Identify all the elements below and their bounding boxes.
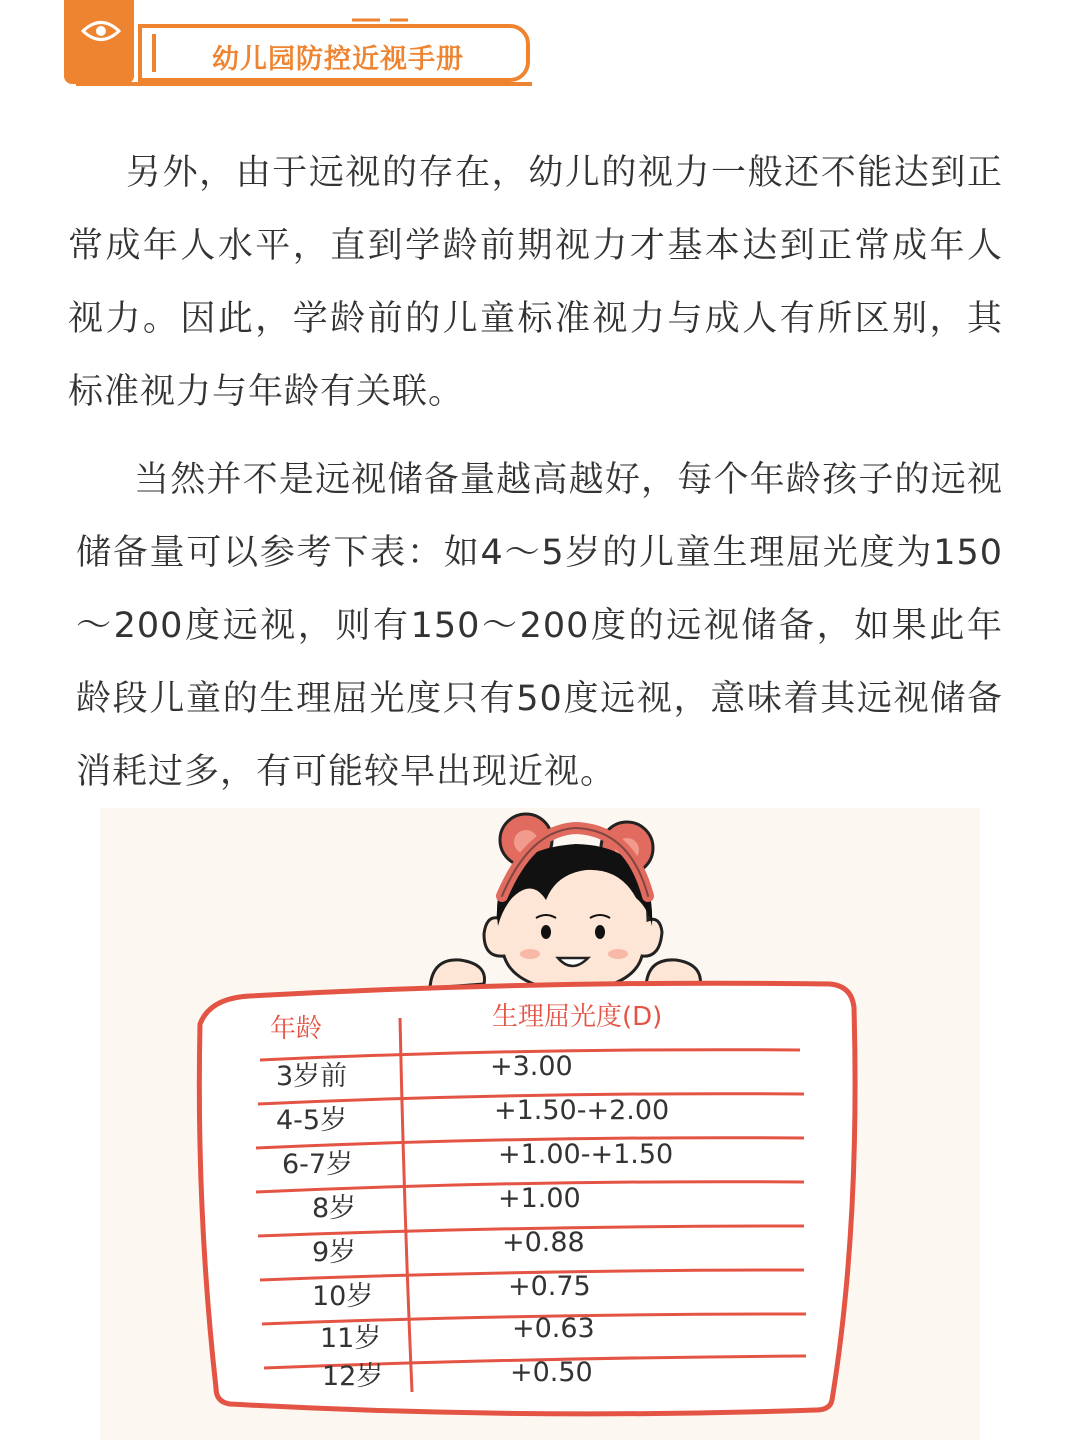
table-row-age: 9岁 (312, 1237, 357, 1268)
table-header-refraction: 生理屈光度(D) (492, 1002, 663, 1032)
table-row-age: 12岁 (322, 1361, 384, 1392)
table-row-value: +1.00 (498, 1183, 581, 1214)
table-row-value: +0.50 (510, 1357, 593, 1388)
table-row-value: +0.88 (502, 1227, 585, 1258)
eye-icon (81, 20, 121, 42)
table-row-value: +1.00-+1.50 (498, 1139, 674, 1170)
header-badge (62, 0, 532, 92)
table-row-value: +1.50-+2.00 (494, 1095, 670, 1126)
page-title: 幼儿园防控近视手册 (212, 44, 464, 75)
table-row-value: +3.00 (490, 1051, 573, 1082)
paragraph-2: 当然并不是远视储备量越高越好，每个年龄孩子的远视储备量可以参考下表：如4～5岁的儿童生理屈光度为150～200度远视，则有150～200度的远视储备，如果此年龄段儿童的生理屈光度只有50度远视，意味着其远视储备消耗过多，有可能较早出现近视。 (76, 460, 1003, 792)
table-row-value: +0.63 (512, 1313, 595, 1344)
table-row-value: +0.75 (508, 1271, 591, 1302)
table-row-age: 3岁前 (276, 1061, 348, 1092)
table-row-age: 4-5岁 (276, 1105, 348, 1136)
table-row-age: 8岁 (312, 1193, 357, 1224)
illustration-panel (100, 808, 980, 1440)
table-row-age: 11岁 (320, 1323, 382, 1354)
paragraph-1: 另外，由于远视的存在，幼儿的视力一般还不能达到正常成年人水平，直到学龄前期视力才基本达到正常成年人视力。因此，学龄前的儿童标准视力与成人有所区别，其标准视力与年龄有关联。 (68, 153, 1003, 412)
table-row-age: 10岁 (312, 1281, 374, 1312)
table-header-age: 年龄 (270, 1014, 323, 1044)
table-row-age: 6-7岁 (282, 1149, 354, 1180)
